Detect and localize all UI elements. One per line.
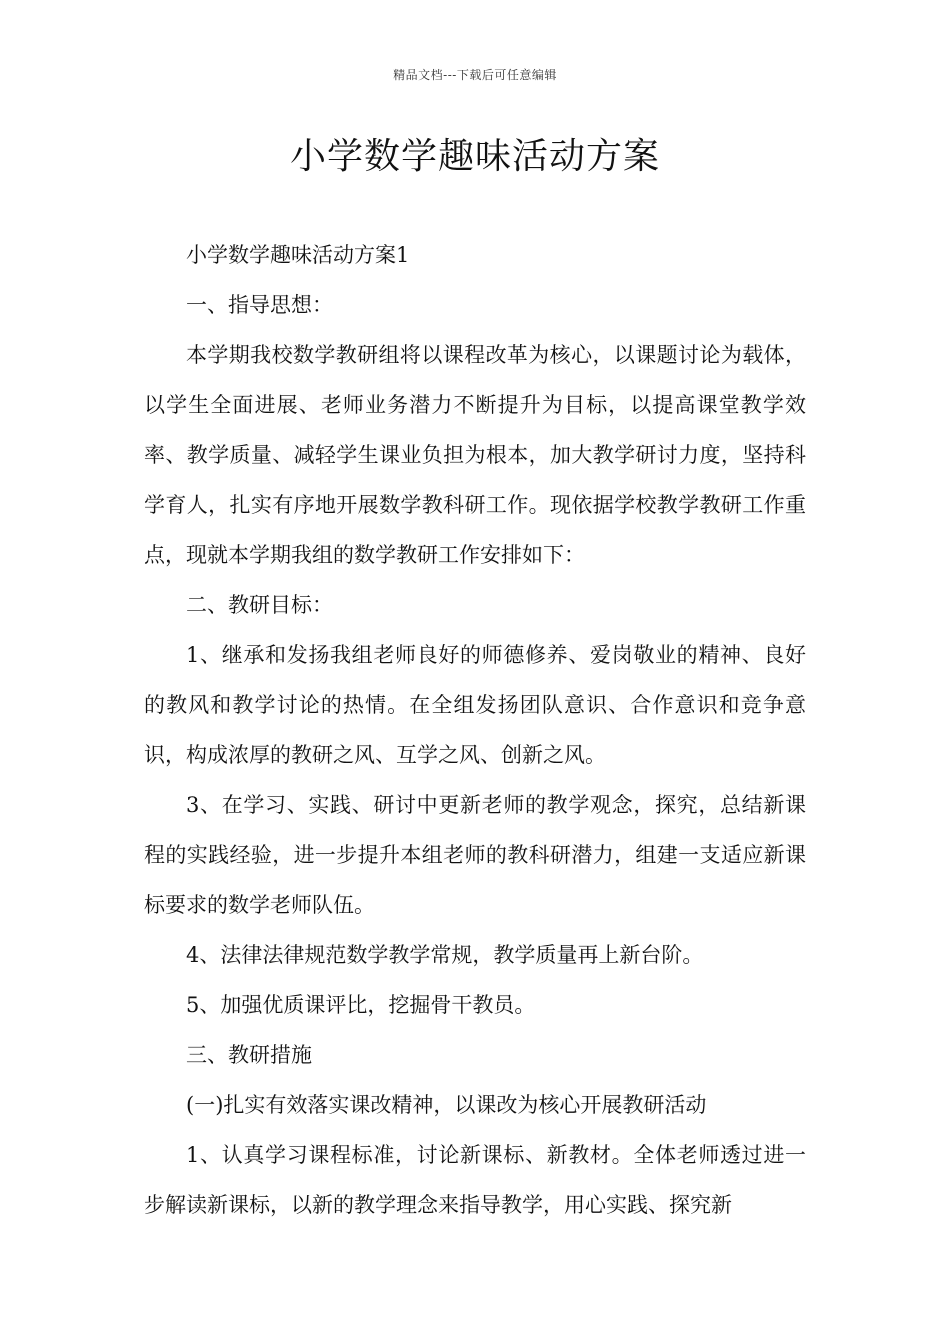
document-body xyxy=(144,230,806,1230)
header-note: 精品文档---下载后可任意编辑 xyxy=(393,68,557,82)
section-heading: 三、教研措施 xyxy=(186,1043,312,1067)
section-heading: 二、教研目标： xyxy=(186,593,333,617)
subsection-heading: (一)扎实有效落实课改精神，以课改为核心开展教研活动 xyxy=(186,1093,707,1117)
section-heading: 一、指导思想： xyxy=(186,293,333,317)
body-paragraph: 本学期我校数学教研组将以课程改革为核心，以课题讨论为载体，以学生全面进展、老师业务潜力不断提升为目标，以提高课堂教学效率、教学质量、减轻学生课业负担为根本，加大教学研讨力度，坚持科学育人，扎实有序地开展数学教科研工作。现依据学校教学教研工作重点，现就本学期我组的数学教研工作安排如下： xyxy=(144,343,806,567)
body-paragraph: 5、加强优质课评比，挖掘骨干教员。 xyxy=(186,993,536,1017)
body-paragraph: 3、在学习、实践、研讨中更新老师的教学观念，探究，总结新课程的实践经验，进一步提升本组老师的教科研潜力，组建一支适应新课标要求的数学老师队伍。 xyxy=(144,793,806,917)
document-title: 小学数学趣味活动方案 xyxy=(289,136,660,177)
body-paragraph: 1、认真学习课程标准，讨论新课标、新教材。全体老师透过进一步解读新课标，以新的教学理念来指导教学，用心实践、探究新 xyxy=(144,1143,806,1217)
body-paragraph: 1、继承和发扬我组老师良好的师德修养、爱岗敬业的精神、良好的教风和教学讨论的热情。在全组发扬团队意识、合作意识和竞争意识，构成浓厚的教研之风、互学之风、创新之风。 xyxy=(144,643,806,767)
body-paragraph: 4、法律法律规范数学教学常规，教学质量再上新台阶。 xyxy=(186,943,704,967)
section-heading: 小学数学趣味活动方案1 xyxy=(186,243,410,267)
